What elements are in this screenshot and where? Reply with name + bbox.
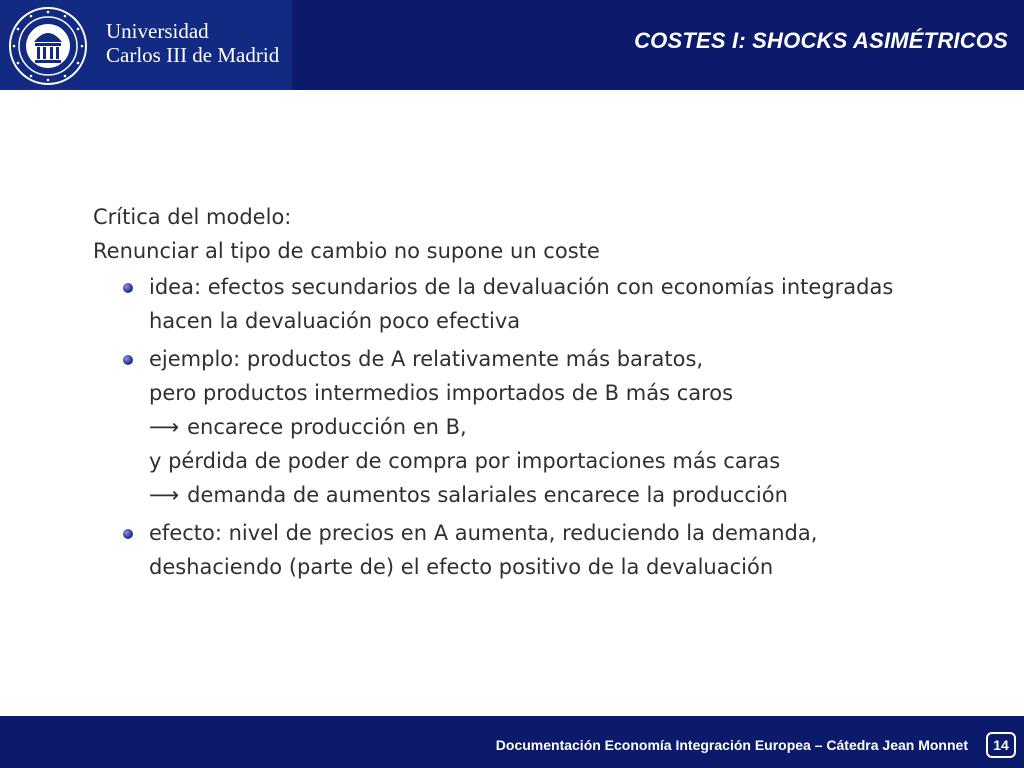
slide-title: COSTES I: SHOCKS ASIMÉTRICOS (634, 28, 1008, 53)
university-seal-icon (8, 6, 88, 86)
bullet-line: y pérdida de poder de compra por importaciones más caras (149, 449, 781, 473)
bullet-item-efecto (93, 516, 973, 584)
slide-header (0, 0, 1024, 90)
bullet-line: deshaciendo (parte de) el efecto positivo de la devaluación (149, 555, 774, 579)
footer-text: Documentación Economía Integración Europea – Cátedra Jean Monnet (495, 737, 968, 753)
university-name-line2: Carlos III de Madrid (106, 43, 280, 67)
content-subheading: Renunciar al tipo de cambio no supone un coste (93, 239, 600, 263)
bullet-icon (123, 355, 133, 365)
slide-content (93, 200, 973, 588)
page-number: 14 (986, 732, 1016, 758)
bullet-line-text: encarece producción en B, (187, 415, 467, 439)
bullet-line: ejemplo: productos de A relativamente más baratos, (149, 347, 704, 371)
university-logo (0, 0, 292, 90)
arrow-right-icon: ⟶ (149, 483, 180, 507)
bullet-line-text: demanda de aumentos salariales encarece la producción (187, 483, 788, 507)
bullet-icon (123, 529, 133, 539)
arrow-right-icon: ⟶ (149, 415, 180, 439)
bullet-icon (123, 283, 133, 293)
bullet-line-arrow (149, 478, 973, 512)
university-name-line1: Universidad (106, 19, 209, 43)
bullet-line: hacen la devaluación poco efectiva (149, 309, 521, 333)
bullet-list (93, 270, 973, 584)
bullet-item-ejemplo (93, 342, 973, 512)
bullet-line: idea: efectos secundarios de la devaluación con economías integradas (149, 275, 894, 299)
slide-footer (0, 716, 1024, 768)
bullet-line-arrow (149, 410, 973, 444)
university-name (106, 19, 279, 67)
content-heading: Crítica del modelo: (93, 205, 292, 229)
bullet-line: pero productos intermedios importados de B más caros (149, 381, 734, 405)
bullet-line: efecto: nivel de precios en A aumenta, reduciendo la demanda, (149, 521, 818, 545)
bullet-item-idea (93, 270, 973, 338)
